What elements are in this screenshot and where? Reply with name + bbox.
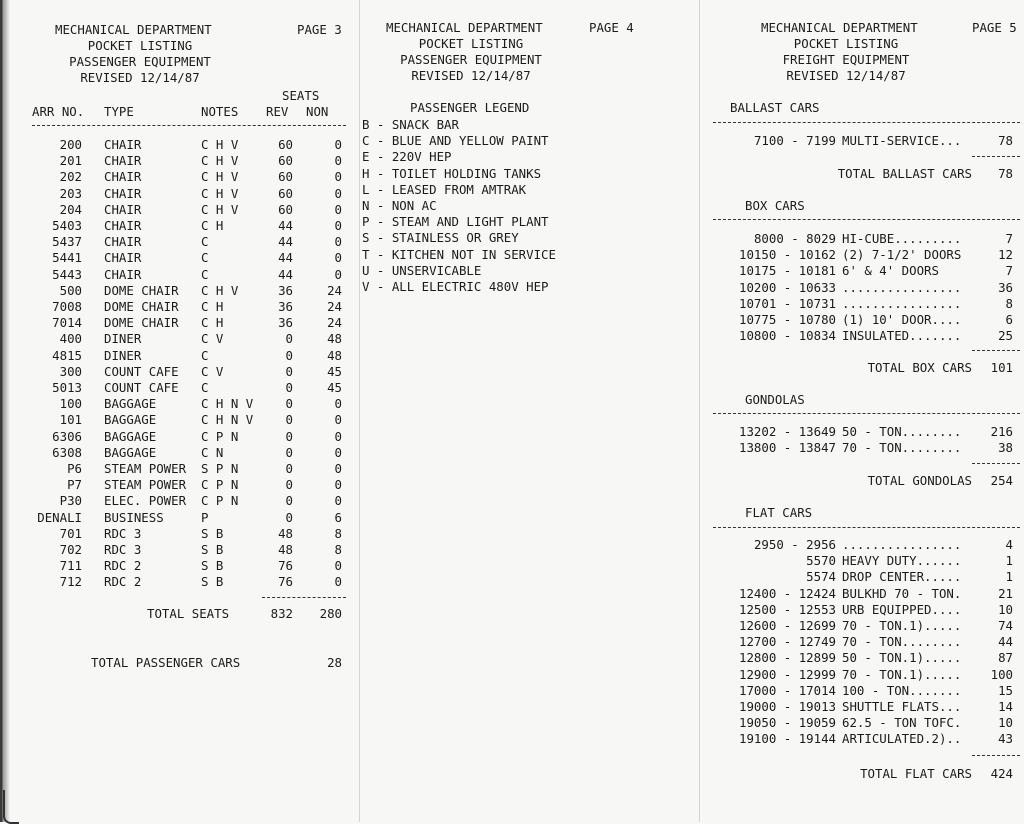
type-cell: DOME CHAIR [104, 315, 179, 331]
number-range-cell: 12500 - 12553 [739, 601, 836, 617]
description-cell: ................ [842, 279, 962, 295]
arr-no-cell: 203 [59, 185, 82, 201]
notes-cell: C [201, 266, 209, 282]
count-cell: 7 [1005, 231, 1013, 246]
section-total-rule [972, 755, 1020, 756]
notes-cell: P [201, 509, 209, 525]
notes-cell: C V [201, 363, 224, 379]
p3-col-type: TYPE [104, 104, 134, 119]
section-total-value: 254 [990, 473, 1013, 488]
section-rule [713, 219, 1020, 220]
notes-cell: C H V [201, 153, 239, 169]
non-cell: 0 [334, 428, 342, 444]
notes-cell: S B [201, 542, 224, 557]
p3-header-listing: POCKET LISTING [87, 38, 193, 53]
notes-cell: S P N [201, 461, 239, 476]
arr-no-cell: 5437 [52, 234, 82, 250]
arr-no-cell: 702 [59, 542, 82, 557]
rev-cell: 76 [278, 574, 293, 590]
type-cell: RDC 3 [104, 525, 142, 541]
non-cell: 0 [334, 396, 342, 412]
number-range-cell: 10200 - 10633 [739, 279, 836, 295]
count-cell: 38 [998, 440, 1013, 456]
non-cell: 0 [334, 185, 342, 201]
non-cell: 48 [327, 347, 342, 363]
p3-total-rev: 832 [270, 606, 293, 621]
non-cell: 45 [327, 380, 342, 395]
notes-cell: C P N [201, 428, 239, 444]
arr-no-cell: P30 [59, 493, 82, 509]
number-range-cell: 13202 - 13649 [739, 424, 836, 439]
notes-cell: C H N V [201, 396, 254, 412]
count-cell: 4 [1005, 537, 1013, 552]
description-cell: 50 - TON.1)..... [842, 650, 962, 666]
count-cell: 10 [998, 601, 1013, 617]
number-range-cell: 12800 - 12899 [739, 650, 836, 666]
number-range-cell: 19100 - 19144 [739, 731, 836, 747]
number-range-cell: 12600 - 12699 [739, 618, 836, 633]
rev-cell: 0 [285, 412, 293, 428]
description-cell: INSULATED....... [842, 328, 962, 344]
p3-seats-header: SEATS [282, 88, 320, 103]
p3-col-non: NON [306, 104, 329, 119]
p4-header-revised: REVISED 12/14/87 [411, 68, 531, 83]
section-total-label: TOTAL FLAT CARS [860, 766, 972, 781]
arr-no-cell: 204 [59, 201, 82, 217]
type-cell: CHAIR [104, 185, 142, 201]
count-cell: 8 [1005, 295, 1013, 311]
section-rule [713, 122, 1020, 123]
p3-total-seats-label: TOTAL SEATS [147, 606, 230, 621]
type-cell: ELEC. POWER [104, 493, 187, 509]
number-range-cell: 19050 - 19059 [739, 715, 836, 731]
notes-cell: S B [201, 525, 224, 541]
description-cell: (2) 7-1/2' DOORS [842, 247, 962, 263]
notes-cell: C H [201, 218, 224, 233]
count-cell: 44 [998, 634, 1013, 650]
p3-total-non: 280 [319, 606, 342, 621]
legend-item: E - 220V HEP [362, 149, 452, 165]
non-cell: 0 [334, 493, 342, 509]
p5-header-listing: POCKET LISTING [793, 36, 899, 51]
non-cell: 0 [334, 201, 342, 217]
arr-no-cell: 5441 [52, 250, 82, 266]
rev-cell: 60 [278, 169, 293, 185]
description-cell: SHUTTLE FLATS... [842, 699, 962, 714]
rev-cell: 0 [285, 477, 293, 493]
description-cell: 70 - TON........ [842, 634, 962, 650]
p4-header-equipment: PASSENGER EQUIPMENT [400, 52, 542, 67]
number-range-cell: 7100 - 7199 [753, 133, 836, 148]
notes-cell: C V [201, 331, 224, 347]
count-cell: 7 [1005, 263, 1013, 279]
number-range-cell: 19000 - 19013 [739, 699, 836, 714]
p4-page-number: PAGE 4 [589, 20, 634, 35]
p3-col-notes: NOTES [201, 104, 239, 119]
p3-col-arr: ARR NO. [32, 104, 85, 119]
section-total-label: TOTAL GONDOLAS [867, 473, 972, 488]
description-cell: MULTI-SERVICE... [842, 133, 962, 148]
description-cell: URB EQUIPPED.... [842, 601, 962, 617]
type-cell: RDC 3 [104, 542, 142, 557]
rev-cell: 0 [285, 363, 293, 379]
arr-no-cell: 202 [59, 169, 82, 185]
description-cell: 70 - TON.1)..... [842, 666, 962, 682]
section-total-value: 78 [998, 166, 1013, 181]
rev-cell: 44 [278, 218, 293, 233]
legend-item: P - STEAM AND LIGHT PLANT [362, 214, 549, 230]
type-cell: DOME CHAIR [104, 299, 179, 314]
notes-cell: C [201, 380, 209, 395]
p3-header-revised: REVISED 12/14/87 [80, 70, 200, 85]
type-cell: CHAIR [104, 169, 142, 185]
rev-cell: 0 [285, 396, 293, 412]
notes-cell: C H V [201, 282, 239, 298]
arr-no-cell: 4815 [52, 347, 82, 363]
number-range-cell: 10701 - 10731 [739, 295, 836, 311]
count-cell: 25 [998, 328, 1013, 344]
count-cell: 1 [1005, 569, 1013, 585]
number-range-cell: 10175 - 10181 [739, 263, 836, 279]
p5-header-dept: MECHANICAL DEPARTMENT [761, 20, 918, 35]
count-cell: 12 [998, 247, 1013, 263]
non-cell: 45 [327, 363, 342, 379]
p3-total-cars-label: TOTAL PASSENGER CARS [91, 655, 241, 670]
description-cell: ................ [842, 295, 962, 311]
legend-item: L - LEASED FROM AMTRAK [362, 181, 527, 197]
non-cell: 24 [327, 282, 342, 298]
description-cell: ................ [842, 537, 962, 552]
notes-cell: C H V [201, 185, 239, 201]
type-cell: RDC 2 [104, 558, 142, 574]
non-cell: 0 [334, 266, 342, 282]
non-cell: 0 [334, 412, 342, 428]
non-cell: 0 [334, 137, 342, 152]
legend-item: S - STAINLESS OR GREY [362, 230, 519, 246]
arr-no-cell: P7 [67, 477, 82, 493]
type-cell: CHAIR [104, 218, 142, 233]
description-cell: 50 - TON........ [842, 424, 962, 439]
type-cell: DINER [104, 347, 142, 363]
type-cell: CHAIR [104, 137, 142, 152]
number-range-cell: 8000 - 8029 [753, 231, 836, 246]
type-cell: BAGGAGE [104, 396, 157, 412]
arr-no-cell: 701 [59, 525, 82, 541]
arr-no-cell: 101 [59, 412, 82, 428]
rev-cell: 60 [278, 137, 293, 152]
type-cell: COUNT CAFE [104, 363, 179, 379]
rev-cell: 36 [278, 299, 293, 314]
page-binding-edge [0, 0, 18, 822]
arr-no-cell: 201 [59, 153, 82, 169]
non-cell: 0 [334, 477, 342, 493]
p3-total-cars: 28 [327, 655, 342, 670]
non-cell: 8 [334, 525, 342, 541]
type-cell: CHAIR [104, 234, 142, 250]
count-cell: 1 [1005, 553, 1013, 569]
p3-header-rule [32, 125, 346, 126]
number-range-cell: 10150 - 10162 [739, 247, 836, 263]
type-cell: STEAM POWER [104, 461, 187, 476]
type-cell: DOME CHAIR [104, 282, 179, 298]
number-range-cell: 5570 [806, 553, 836, 569]
p5-header-equipment: FREIGHT EQUIPMENT [782, 52, 910, 67]
number-range-cell: 17000 - 17014 [739, 682, 836, 698]
non-cell: 0 [334, 558, 342, 574]
rev-cell: 0 [285, 347, 293, 363]
p5-header-revised: REVISED 12/14/87 [786, 68, 906, 83]
type-cell: BUSINESS [104, 509, 164, 525]
arr-no-cell: 300 [59, 363, 82, 379]
type-cell: BAGGAGE [104, 412, 157, 428]
rev-cell: 60 [278, 185, 293, 201]
notes-cell: C H V [201, 201, 239, 217]
number-range-cell: 12400 - 12424 [739, 585, 836, 601]
section-total-label: TOTAL BALLAST CARS [837, 166, 972, 181]
notes-cell: C H [201, 299, 224, 314]
number-range-cell: 10775 - 10780 [739, 312, 836, 327]
type-cell: RDC 2 [104, 574, 142, 590]
notes-cell: C H N V [201, 412, 254, 428]
notes-cell: S B [201, 558, 224, 574]
non-cell: 0 [334, 461, 342, 476]
rev-cell: 0 [285, 509, 293, 525]
count-cell: 100 [990, 666, 1013, 682]
section-title: BALLAST CARS [730, 100, 820, 115]
notes-cell: C [201, 234, 209, 250]
p4-header-dept: MECHANICAL DEPARTMENT [386, 20, 543, 35]
notes-cell: C [201, 250, 209, 266]
non-cell: 0 [334, 444, 342, 460]
number-range-cell: 10800 - 10834 [739, 328, 836, 344]
non-cell: 24 [327, 315, 342, 331]
arr-no-cell: 7008 [52, 299, 82, 314]
section-total-value: 424 [990, 766, 1013, 781]
description-cell: BULKHD 70 - TON. [842, 585, 962, 601]
non-cell: 24 [327, 299, 342, 314]
rev-cell: 44 [278, 266, 293, 282]
non-cell: 8 [334, 542, 342, 557]
number-range-cell: 12900 - 12999 [739, 666, 836, 682]
type-cell: BAGGAGE [104, 428, 157, 444]
rev-cell: 76 [278, 558, 293, 574]
p4-header-listing: POCKET LISTING [418, 36, 524, 51]
section-total-rule [972, 350, 1020, 351]
arr-no-cell: 400 [59, 331, 82, 347]
count-cell: 36 [998, 279, 1013, 295]
non-cell: 0 [334, 234, 342, 250]
arr-no-cell: 7014 [52, 315, 82, 331]
arr-no-cell: P6 [67, 461, 82, 476]
type-cell: DINER [104, 331, 142, 347]
count-cell: 15 [998, 682, 1013, 698]
p3-header-dept: MECHANICAL DEPARTMENT [55, 22, 212, 37]
arr-no-cell: 500 [59, 282, 82, 298]
description-cell: 6' & 4' DOORS [842, 263, 939, 279]
p4-legend-title: PASSENGER LEGEND [410, 100, 530, 115]
notes-cell: S B [201, 574, 224, 590]
count-cell: 87 [998, 650, 1013, 666]
number-range-cell: 13800 - 13847 [739, 440, 836, 456]
description-cell: 70 - TON........ [842, 440, 962, 456]
rev-cell: 0 [285, 428, 293, 444]
notes-cell: C [201, 347, 209, 363]
arr-no-cell: 5443 [52, 266, 82, 282]
section-title: FLAT CARS [745, 505, 813, 520]
legend-item: N - NON AC [362, 198, 437, 213]
number-range-cell: 12700 - 12749 [739, 634, 836, 650]
arr-no-cell: 5403 [52, 218, 82, 233]
legend-item: U - UNSERVICABLE [362, 262, 482, 278]
type-cell: BAGGAGE [104, 444, 157, 460]
legend-item: T - KITCHEN NOT IN SERVICE [362, 246, 556, 262]
rev-cell: 0 [285, 493, 293, 509]
p3-total-rule [262, 597, 346, 598]
rev-cell: 0 [285, 461, 293, 476]
non-cell: 6 [334, 509, 342, 525]
rev-cell: 0 [285, 444, 293, 460]
count-cell: 216 [990, 424, 1013, 439]
description-cell: HI-CUBE......... [842, 231, 962, 246]
rev-cell: 0 [285, 380, 293, 395]
arr-no-cell: 712 [59, 574, 82, 590]
notes-cell: C H V [201, 169, 239, 185]
non-cell: 0 [334, 574, 342, 590]
type-cell: CHAIR [104, 153, 142, 169]
section-title: BOX CARS [745, 198, 805, 213]
notes-cell: C H [201, 315, 224, 331]
section-total-label: TOTAL BOX CARS [867, 360, 972, 375]
legend-item: B - SNACK BAR [362, 117, 459, 132]
notes-cell: C P N [201, 477, 239, 493]
count-cell: 78 [998, 133, 1013, 148]
count-cell: 74 [998, 618, 1013, 633]
rev-cell: 60 [278, 201, 293, 217]
section-title: GONDOLAS [745, 392, 805, 407]
section-rule [713, 527, 1020, 528]
legend-item: V - ALL ELECTRIC 480V HEP [362, 279, 549, 294]
p5-page-number: PAGE 5 [972, 20, 1017, 35]
description-cell: HEAVY DUTY...... [842, 553, 962, 569]
p3-col-rev: REV [266, 104, 289, 119]
description-cell: (1) 10' DOOR.... [842, 312, 962, 327]
rev-cell: 36 [278, 315, 293, 331]
count-cell: 43 [998, 731, 1013, 747]
description-cell: 62.5 - TON TOFC. [842, 715, 962, 731]
count-cell: 21 [998, 585, 1013, 601]
type-cell: COUNT CAFE [104, 380, 179, 395]
number-range-cell: 2950 - 2956 [753, 537, 836, 552]
rev-cell: 48 [278, 542, 293, 557]
type-cell: CHAIR [104, 201, 142, 217]
rev-cell: 44 [278, 250, 293, 266]
section-total-value: 101 [990, 360, 1013, 375]
rev-cell: 0 [285, 331, 293, 347]
count-cell: 10 [998, 715, 1013, 731]
number-range-cell: 5574 [806, 569, 836, 585]
non-cell: 48 [327, 331, 342, 347]
rev-cell: 36 [278, 282, 293, 298]
section-total-rule [972, 156, 1020, 157]
type-cell: STEAM POWER [104, 477, 187, 493]
type-cell: CHAIR [104, 250, 142, 266]
description-cell: ARTICULATED.2).. [842, 731, 962, 747]
type-cell: CHAIR [104, 266, 142, 282]
notes-cell: C P N [201, 493, 239, 509]
p3-page-number: PAGE 3 [297, 22, 342, 37]
count-cell: 14 [998, 699, 1013, 714]
arr-no-cell: DENALI [37, 509, 82, 525]
non-cell: 0 [334, 153, 342, 169]
notes-cell: C N [201, 444, 224, 460]
arr-no-cell: 5013 [52, 380, 82, 395]
legend-item: H - TOILET HOLDING TANKS [362, 165, 542, 181]
p3-header-equipment: PASSENGER EQUIPMENT [69, 54, 211, 69]
description-cell: DROP CENTER..... [842, 569, 962, 585]
arr-no-cell: 6308 [52, 444, 82, 460]
non-cell: 0 [334, 218, 342, 233]
rev-cell: 48 [278, 525, 293, 541]
notes-cell: C H V [201, 137, 239, 152]
arr-no-cell: 100 [59, 396, 82, 412]
non-cell: 0 [334, 169, 342, 185]
arr-no-cell: 6306 [52, 428, 82, 444]
section-rule [713, 413, 1020, 414]
count-cell: 6 [1005, 312, 1013, 327]
rev-cell: 44 [278, 234, 293, 250]
section-total-rule [972, 463, 1020, 464]
description-cell: 70 - TON.1)..... [842, 618, 962, 633]
arr-no-cell: 200 [59, 137, 82, 152]
arr-no-cell: 711 [59, 558, 82, 574]
page-fold-left [359, 0, 360, 822]
non-cell: 0 [334, 250, 342, 266]
description-cell: 100 - TON....... [842, 682, 962, 698]
rev-cell: 60 [278, 153, 293, 169]
legend-item: C - BLUE AND YELLOW PAINT [362, 133, 549, 149]
